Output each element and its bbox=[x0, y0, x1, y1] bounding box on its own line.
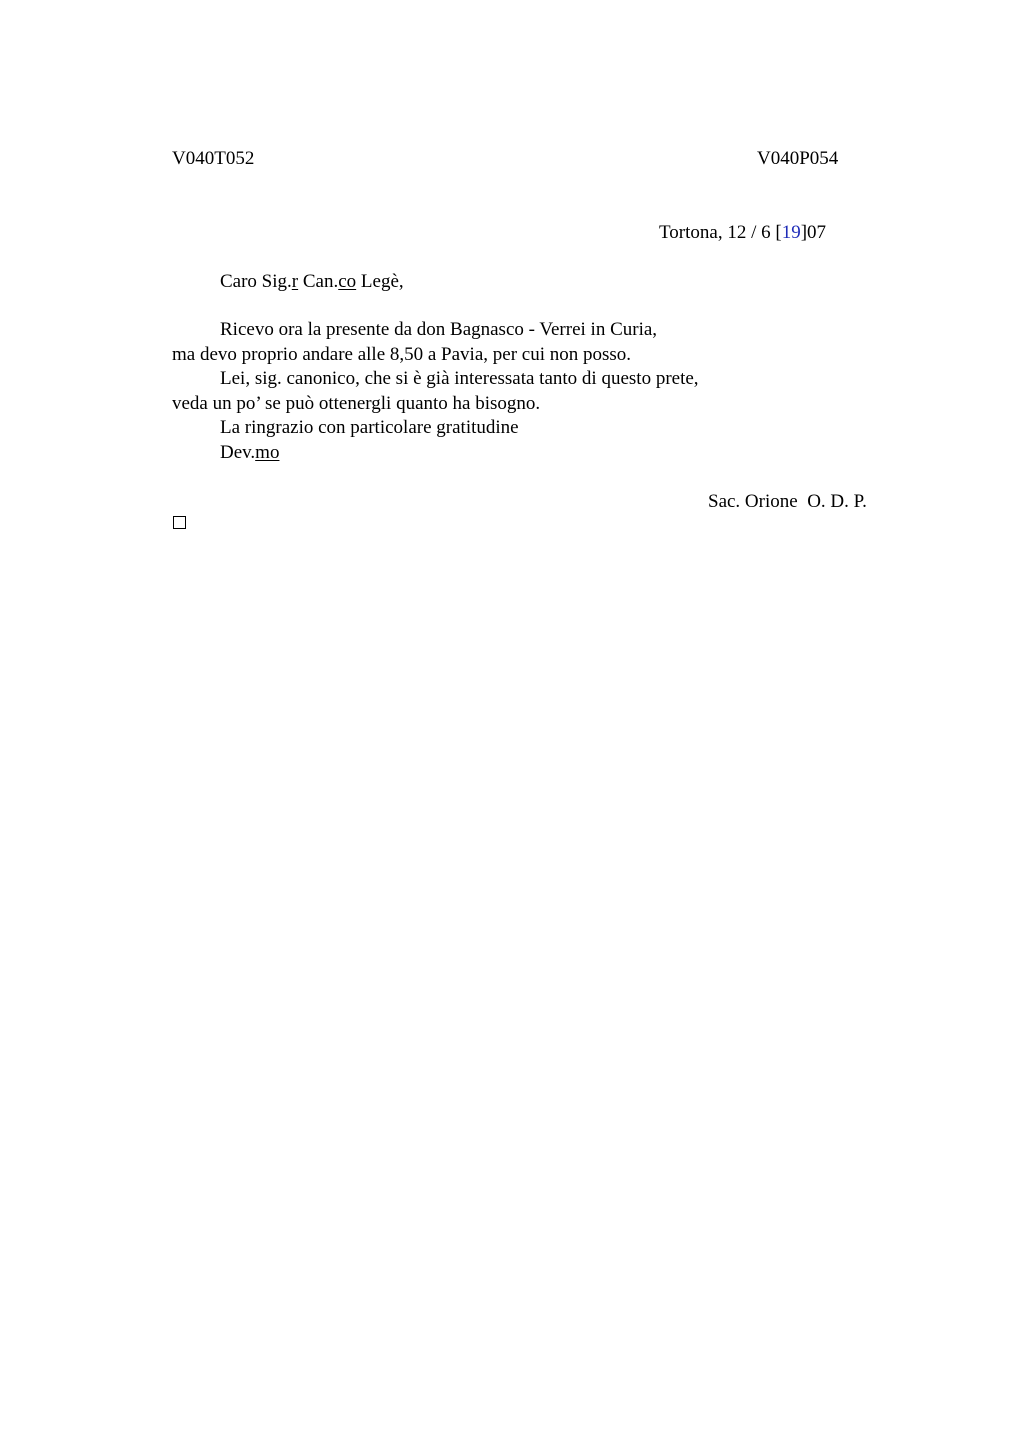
body-line-1: Ricevo ora la presente da don Bagnasco - Verrei in Curia, bbox=[220, 319, 658, 340]
closing-prefix: Dev. bbox=[220, 442, 256, 463]
end-of-document-box-icon bbox=[173, 516, 186, 529]
document-code-right: V040P054 bbox=[757, 148, 839, 169]
dateline-year-end: ]07 bbox=[800, 222, 827, 243]
salutation-middle: Can. bbox=[298, 271, 339, 292]
salutation-prefix: Caro Sig. bbox=[220, 271, 292, 292]
closing bbox=[220, 443, 279, 462]
body-line-4: veda un po’ se può ottenergli quanto ha bisogno. bbox=[172, 393, 541, 414]
document-code-left: V040T052 bbox=[172, 148, 255, 169]
body-line-3: Lei, sig. canonico, che si è già interessata tanto di questo prete, bbox=[220, 368, 699, 389]
body-line-2: ma devo proprio andare alle 8,50 a Pavia, per cui non posso. bbox=[172, 344, 632, 365]
salutation-abbrev-r: r bbox=[291, 271, 299, 292]
closing-abbrev-mo: mo bbox=[255, 442, 280, 463]
body-line-5: La ringrazio con particolare gratitudine bbox=[220, 417, 519, 438]
dateline-year-insert: 19 bbox=[781, 222, 801, 243]
signature: Sac. Orione O. D. P. bbox=[708, 491, 867, 512]
dateline-place-date: Tortona, 12 / 6 [ bbox=[659, 222, 782, 243]
dateline bbox=[659, 223, 826, 242]
salutation-name: Legè, bbox=[356, 271, 404, 292]
salutation bbox=[220, 272, 404, 291]
salutation-abbrev-co: co bbox=[338, 271, 357, 292]
